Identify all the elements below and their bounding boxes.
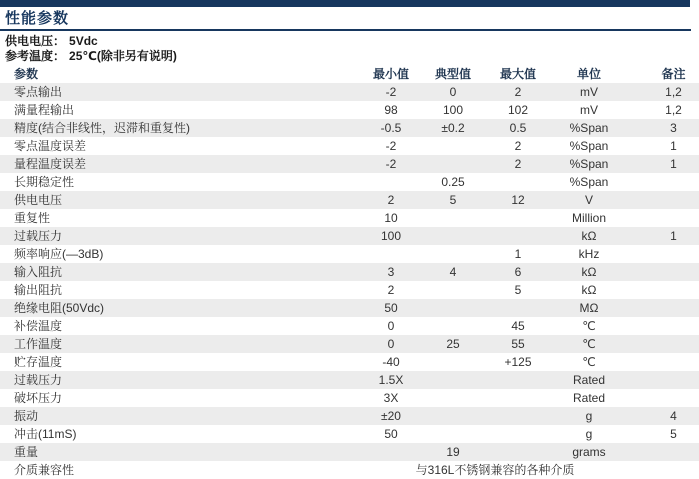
unit-cell: mV bbox=[580, 85, 598, 99]
reference-temperature-condition bbox=[5, 49, 699, 64]
table-row bbox=[0, 389, 699, 407]
table-row bbox=[0, 101, 699, 119]
unit-cell: %Span bbox=[569, 121, 609, 135]
max-cell: 12 bbox=[511, 193, 525, 207]
supply-voltage-label: 供电电压： bbox=[5, 34, 66, 48]
min-cell: 98 bbox=[384, 103, 398, 117]
reference-temperature-label: 参考温度： bbox=[5, 49, 66, 63]
param-cell: 过载压力 bbox=[14, 373, 63, 387]
max-cell: +125 bbox=[504, 355, 532, 369]
param-cell: 频率响应(—3dB) bbox=[14, 247, 104, 261]
note-cell bbox=[628, 173, 699, 191]
unit-cell: Rated bbox=[572, 391, 606, 405]
min-cell: -2 bbox=[385, 157, 397, 171]
min-cell: ±20 bbox=[381, 409, 401, 423]
table-row bbox=[0, 137, 699, 155]
table-row bbox=[0, 407, 699, 425]
note-cell: 1,2 bbox=[665, 85, 682, 99]
min-cell: 3X bbox=[383, 391, 399, 405]
top-accent-bar bbox=[0, 0, 690, 7]
max-cell: 2 bbox=[514, 139, 522, 153]
table-row bbox=[0, 461, 699, 479]
typ-cell bbox=[420, 425, 486, 443]
min-cell: 10 bbox=[384, 211, 398, 225]
max-cell: 6 bbox=[514, 265, 522, 279]
table-row bbox=[0, 443, 699, 461]
unit-cell: kΩ bbox=[581, 283, 597, 297]
table-row bbox=[0, 299, 699, 317]
max-cell: 0.5 bbox=[509, 121, 527, 135]
note-cell bbox=[628, 281, 699, 299]
typ-cell: 4 bbox=[449, 265, 457, 279]
note-cell: 4 bbox=[670, 409, 677, 423]
param-cell: 重复性 bbox=[14, 211, 51, 225]
unit-cell: grams bbox=[572, 445, 606, 459]
unit-cell: g bbox=[585, 409, 593, 423]
typ-cell bbox=[420, 281, 486, 299]
max-cell: 1 bbox=[514, 247, 522, 261]
typ-cell bbox=[420, 389, 486, 407]
typ-cell bbox=[420, 299, 486, 317]
note-cell: 1,2 bbox=[665, 103, 682, 117]
min-cell: 1.5X bbox=[378, 373, 404, 387]
param-cell: 冲击(11mS) bbox=[14, 427, 77, 441]
note-cell: 1 bbox=[670, 157, 677, 171]
table-row bbox=[0, 353, 699, 371]
table-row bbox=[0, 173, 699, 191]
typ-cell: 100 bbox=[442, 103, 464, 117]
min-cell: 50 bbox=[384, 301, 398, 315]
table-row bbox=[0, 335, 699, 353]
max-cell bbox=[486, 443, 550, 461]
min-cell: -40 bbox=[382, 355, 400, 369]
max-cell: 45 bbox=[511, 319, 525, 333]
max-cell: 55 bbox=[511, 337, 525, 351]
param-cell: 过载压力 bbox=[14, 229, 63, 243]
note-cell: 5 bbox=[670, 427, 677, 441]
min-cell: -2 bbox=[385, 139, 397, 153]
typ-cell bbox=[420, 137, 486, 155]
note-cell: 1 bbox=[670, 139, 677, 153]
min-cell: 3 bbox=[387, 265, 395, 279]
param-cell: 量程温度误差 bbox=[14, 157, 87, 171]
param-cell: 长期稳定性 bbox=[14, 175, 75, 189]
max-cell: 102 bbox=[507, 103, 529, 117]
param-cell: 输出阻抗 bbox=[14, 283, 63, 297]
max-cell bbox=[486, 173, 550, 191]
unit-cell: %Span bbox=[569, 175, 609, 189]
note-cell bbox=[628, 299, 699, 317]
typ-cell: 5 bbox=[449, 193, 457, 207]
unit-cell: %Span bbox=[569, 139, 609, 153]
table-row bbox=[0, 227, 699, 245]
note-cell: 1 bbox=[670, 229, 677, 243]
param-cell: 重量 bbox=[14, 445, 39, 459]
typ-cell: 25 bbox=[446, 337, 460, 351]
media-compatibility-cell: 与316L不锈钢兼容的各种介质 bbox=[415, 463, 575, 477]
table-row bbox=[0, 191, 699, 209]
table-row bbox=[0, 281, 699, 299]
title-divider bbox=[0, 29, 691, 31]
typ-cell: 19 bbox=[446, 445, 460, 459]
reference-temperature-value: 25℃(除非另有说明) bbox=[69, 49, 177, 63]
min-cell: 0 bbox=[387, 337, 395, 351]
min-cell bbox=[362, 245, 420, 263]
page-title: 性能参数 bbox=[5, 10, 70, 27]
typ-cell: 0 bbox=[449, 85, 457, 99]
unit-cell: ℃ bbox=[582, 355, 596, 369]
note-cell bbox=[628, 317, 699, 335]
min-cell bbox=[362, 443, 420, 461]
table-row bbox=[0, 209, 699, 227]
unit-cell: mV bbox=[580, 103, 598, 117]
table-row bbox=[0, 83, 699, 101]
param-cell: 零点输出 bbox=[14, 85, 63, 99]
param-cell: 补偿温度 bbox=[14, 319, 63, 333]
note-cell bbox=[628, 461, 699, 479]
max-cell: 2 bbox=[514, 157, 522, 171]
min-cell: 100 bbox=[380, 229, 402, 243]
unit-cell: kΩ bbox=[581, 229, 597, 243]
note-cell bbox=[628, 353, 699, 371]
table-row bbox=[0, 371, 699, 389]
unit-cell: kΩ bbox=[581, 265, 597, 279]
table-row bbox=[0, 119, 699, 137]
param-cell: 贮存温度 bbox=[14, 355, 63, 369]
unit-cell: kHz bbox=[578, 247, 600, 261]
param-cell: 精度(结合非线性，迟滞和重复性) bbox=[14, 121, 190, 135]
note-cell bbox=[628, 443, 699, 461]
note-cell bbox=[628, 209, 699, 227]
note-cell bbox=[628, 335, 699, 353]
table-row bbox=[0, 425, 699, 443]
note-cell bbox=[628, 371, 699, 389]
header-max: 最大值 bbox=[499, 67, 536, 81]
unit-cell: Rated bbox=[572, 373, 606, 387]
min-cell: 50 bbox=[384, 427, 398, 441]
header-unit: 单位 bbox=[576, 67, 601, 81]
param-cell: 输入阻抗 bbox=[14, 265, 63, 279]
header-min: 最小值 bbox=[372, 67, 409, 81]
typ-cell bbox=[420, 209, 486, 227]
typ-cell: 0.25 bbox=[441, 175, 465, 189]
header-param: 参数 bbox=[14, 67, 39, 81]
note-cell bbox=[628, 191, 699, 209]
typ-cell: ±0.2 bbox=[441, 121, 465, 135]
param-cell: 振动 bbox=[14, 409, 39, 423]
min-cell: -0.5 bbox=[380, 121, 402, 135]
parameters-table bbox=[0, 66, 699, 479]
unit-cell: %Span bbox=[569, 157, 609, 171]
min-cell bbox=[362, 173, 420, 191]
note-cell: 3 bbox=[670, 121, 677, 135]
param-cell: 介质兼容性 bbox=[14, 463, 75, 477]
table-header-row bbox=[0, 66, 699, 83]
unit-cell: V bbox=[584, 193, 593, 207]
min-cell: 2 bbox=[387, 193, 395, 207]
min-cell: 2 bbox=[387, 283, 395, 297]
max-cell bbox=[486, 425, 550, 443]
max-cell bbox=[486, 227, 550, 245]
parameters-table-body bbox=[0, 83, 699, 479]
note-cell bbox=[628, 245, 699, 263]
unit-cell: ℃ bbox=[582, 337, 596, 351]
typ-cell bbox=[420, 407, 486, 425]
unit-cell: g bbox=[585, 427, 593, 441]
table-row bbox=[0, 245, 699, 263]
table-row bbox=[0, 155, 699, 173]
param-cell: 供电电压 bbox=[14, 193, 63, 207]
supply-voltage-value: 5Vdc bbox=[69, 34, 98, 48]
param-cell: 零点温度误差 bbox=[14, 139, 87, 153]
typ-cell bbox=[420, 227, 486, 245]
test-conditions bbox=[5, 34, 699, 64]
max-cell: 5 bbox=[514, 283, 522, 297]
typ-cell bbox=[420, 353, 486, 371]
note-cell bbox=[628, 389, 699, 407]
table-row bbox=[0, 263, 699, 281]
supply-voltage-condition bbox=[5, 34, 699, 49]
param-cell: 绝缘电阻(50Vdc) bbox=[14, 301, 105, 315]
unit-cell: ℃ bbox=[582, 319, 596, 333]
max-cell bbox=[486, 371, 550, 389]
param-cell: 破坏压力 bbox=[14, 391, 63, 405]
header-note: 备注 bbox=[661, 67, 686, 81]
max-cell bbox=[486, 299, 550, 317]
typ-cell bbox=[420, 371, 486, 389]
typ-cell bbox=[420, 317, 486, 335]
min-cell: 0 bbox=[387, 319, 395, 333]
max-cell bbox=[486, 407, 550, 425]
unit-cell: MΩ bbox=[579, 301, 599, 315]
header-typ: 典型值 bbox=[434, 67, 471, 81]
min-cell: -2 bbox=[385, 85, 397, 99]
param-cell: 满量程输出 bbox=[14, 103, 75, 117]
param-cell: 工作温度 bbox=[14, 337, 63, 351]
max-cell bbox=[486, 209, 550, 227]
table-row bbox=[0, 317, 699, 335]
note-cell bbox=[628, 263, 699, 281]
max-cell: 2 bbox=[514, 85, 522, 99]
max-cell bbox=[486, 389, 550, 407]
typ-cell bbox=[420, 245, 486, 263]
typ-cell bbox=[420, 155, 486, 173]
unit-cell: Million bbox=[571, 211, 606, 225]
